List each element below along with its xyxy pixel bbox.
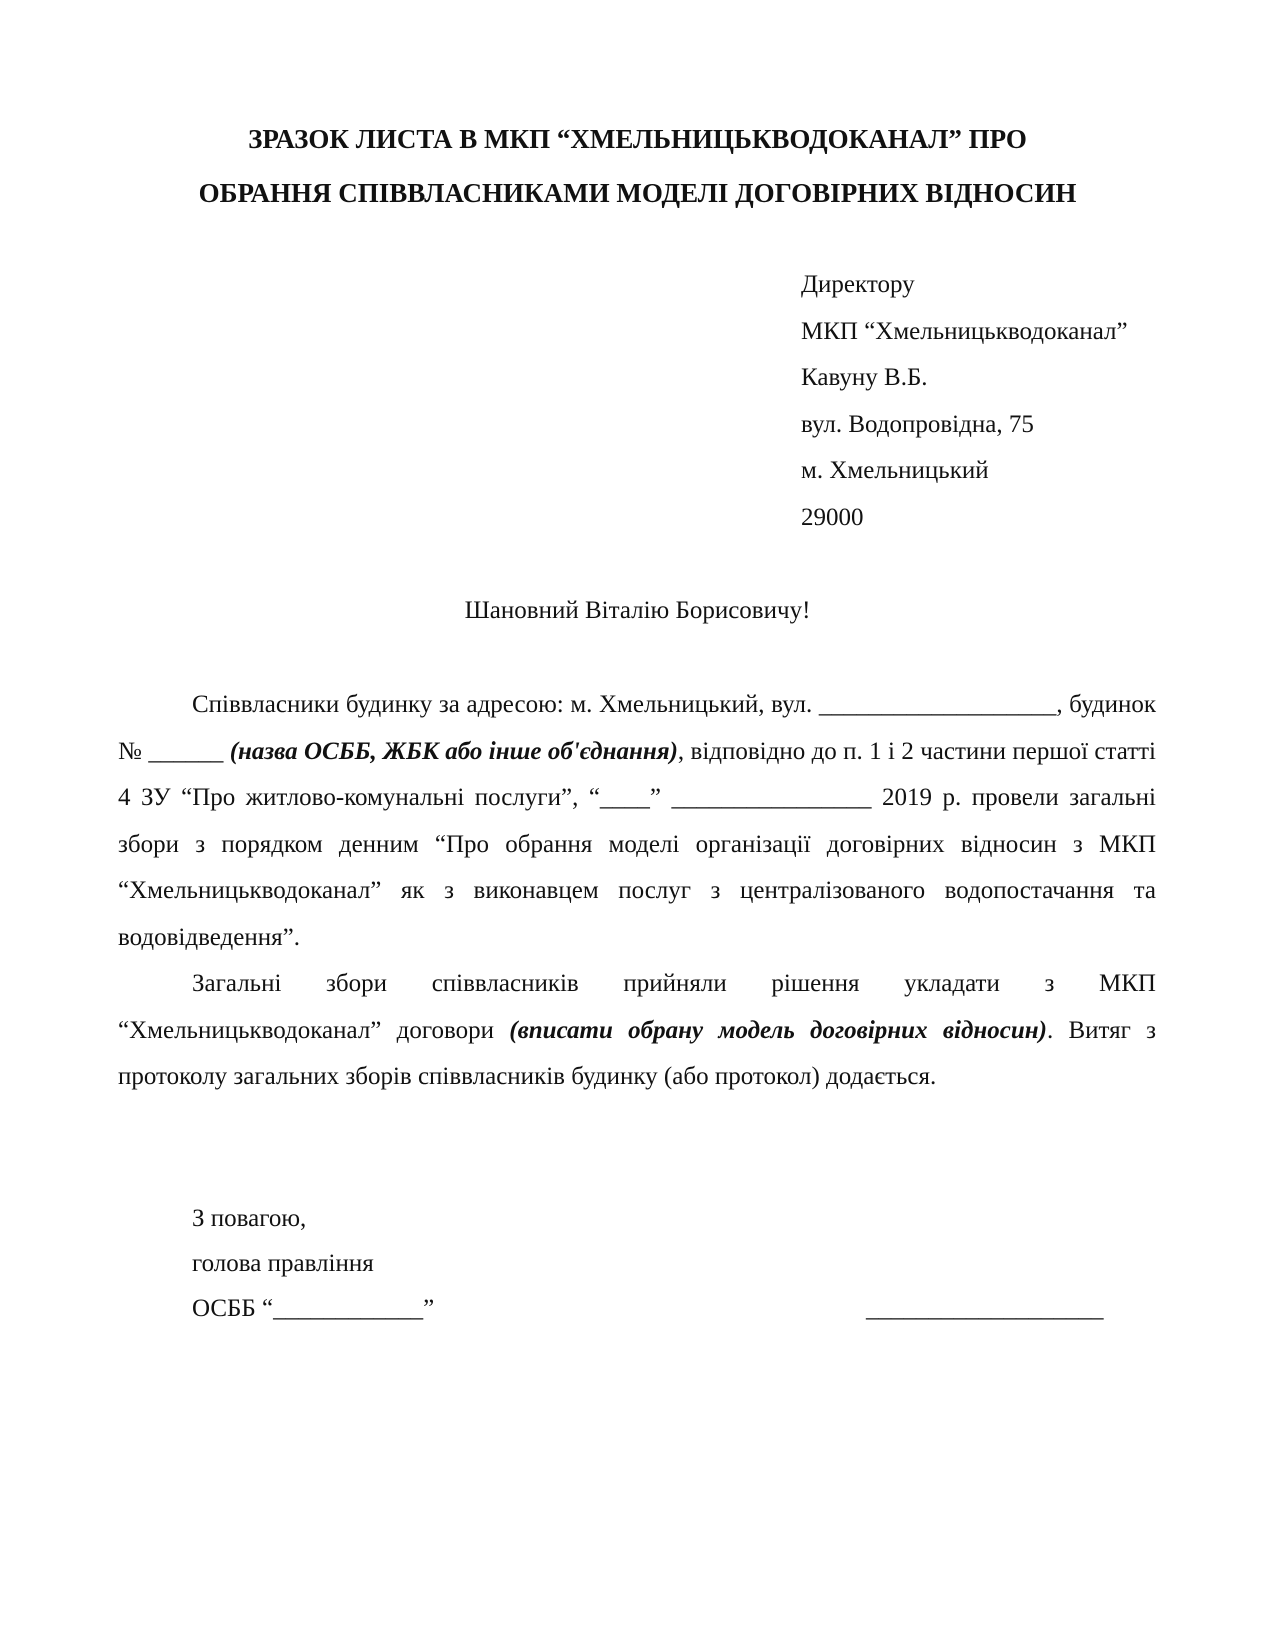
document-title	[120, 112, 1155, 220]
closing-position: голова правління	[192, 1250, 374, 1277]
paragraph-2-emphasis: (вписати обрану модель договірних відносин)	[509, 1016, 1047, 1044]
closing-regards: З повагою,	[192, 1205, 307, 1232]
title-line-2: ОБРАННЯ СПІВВЛАСНИКАМИ МОДЕЛІ ДОГОВІРНИХ ВІДНОСИН	[198, 178, 1077, 208]
addressee-postcode: 29000	[801, 503, 864, 531]
closing-organization: ОСББ “____________”	[192, 1295, 435, 1322]
signature-line: ___________________	[866, 1295, 1104, 1322]
addressee-organization: МКП “Хмельницькводоканал”	[801, 317, 1128, 345]
body-paragraph-2	[118, 961, 1156, 1101]
salutation: Шановний Віталію Борисовичу!	[464, 597, 811, 624]
addressee-position: Директору	[801, 271, 915, 298]
addressee-name: Кавуну В.Б.	[801, 364, 928, 391]
addressee-block	[801, 262, 1128, 541]
title-line-1: ЗРАЗОК ЛИСТА В МКП “ХМЕЛЬНИЦЬКВОДОКАНАЛ” ПРО	[248, 124, 1027, 154]
paragraph-1-text-start: Співвласники будинку за адресою: м. Хмельницький, вул. ___________________, будинок № ______	[118, 691, 1156, 765]
paragraph-2-text-start: Загальні збори співвласників прийняли рішення укладати з МКП “Хмельницькводоканал” договори	[118, 970, 1156, 1044]
addressee-street: вул. Водопровідна, 75	[801, 410, 1034, 438]
closing-block	[192, 1196, 434, 1331]
paragraph-1-emphasis: (назва ОСББ, ЖБК або інше об'єднання)	[229, 737, 678, 765]
letter-body	[118, 682, 1156, 1101]
body-paragraph-1	[118, 682, 1156, 961]
addressee-city: м. Хмельницький	[801, 457, 989, 484]
paragraph-1-text-end: , відповідно до п. 1 і 2 частини першої статті 4 ЗУ “Про житлово-комунальні послуги”, “____” ________________ 2019 р. провели загальні збори з порядком денним “Про обрання моделі організації договірних відносин з МКП “Хмельницькводоканал” як з виконавцем послуг з централізованого водопостачання та водовідведення”.	[118, 737, 1156, 951]
paragraph-2-text-end: . Витяг з протоколу загальних зборів співвласників будинку (або протокол) додається.	[118, 1016, 1156, 1090]
